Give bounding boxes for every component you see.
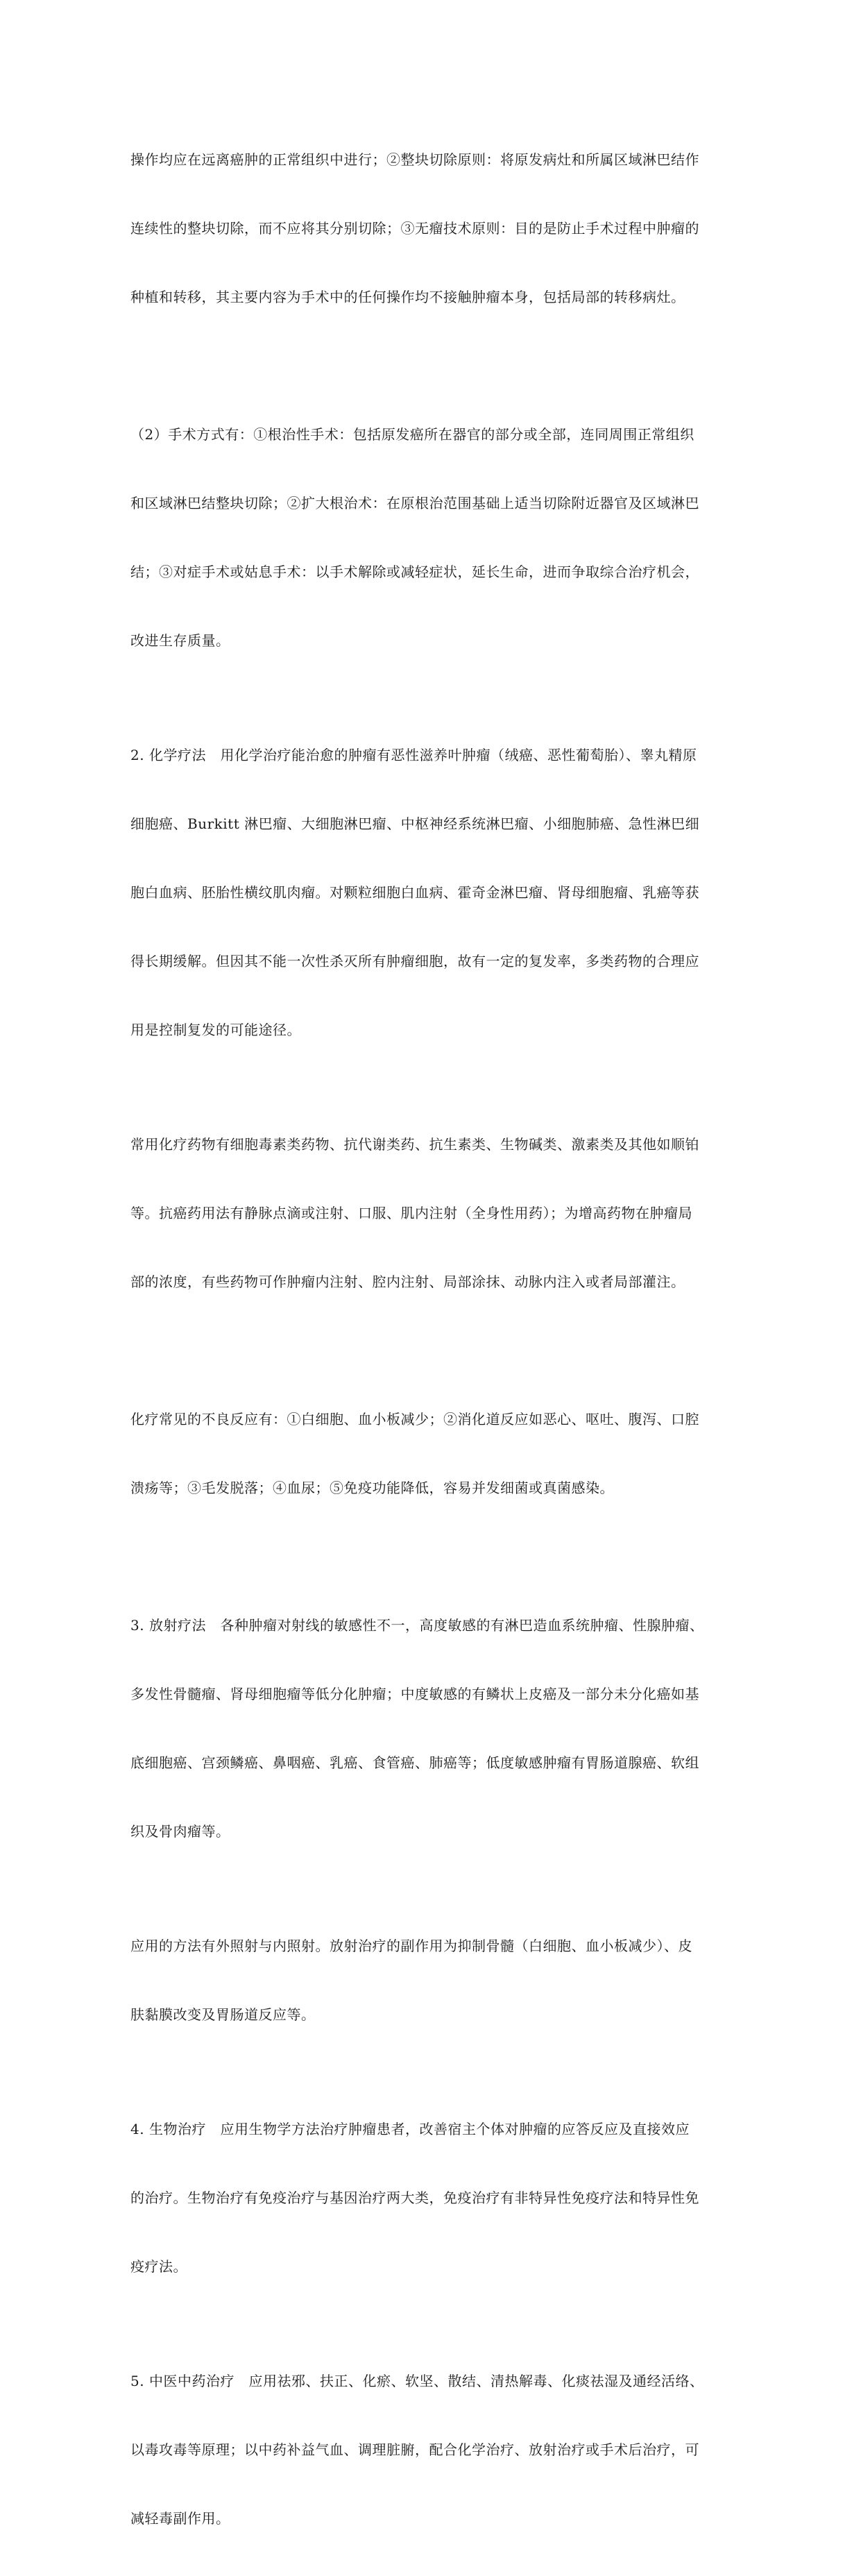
paragraph-spacer — [130, 1545, 741, 1568]
paragraph-spacer — [130, 1339, 741, 1362]
text-line: 溃疡等；③毛发脱落；④血尿；⑤免疫功能降低，容易并发细菌或真菌感染。 — [130, 1480, 614, 1496]
document-body — [130, 103, 741, 2576]
text-line: 操作均应在远离癌肿的正常组织中进行；②整块切除原则：将原发病灶和所属区域淋巴结作 — [130, 151, 699, 168]
text-line: （2）手术方式有：①根治性手术：包括原发癌所在器官的部分或全部，连同周围正常组织 — [130, 426, 694, 443]
text-line: 底细胞癌、宫颈鳞癌、鼻咽癌、乳癌、食管癌、肺癌等；低度敏感肿瘤有胃肠道腺癌、软组 — [130, 1754, 699, 1771]
text-line: 结；③对症手术或姑息手术：以手术解除或减轻症状，延长生命，进而争取综合治疗机会， — [130, 564, 699, 580]
paragraph-radiotherapy-methods — [130, 1889, 741, 2072]
paragraph-chemo-side-effects — [130, 1362, 741, 1545]
text-line: 用是控制复发的可能途径。 — [130, 1022, 301, 1038]
paragraph-biotherapy — [130, 2072, 741, 2324]
text-line: 连续性的整块切除，而不应将其分别切除；③无瘤技术原则：目的是防止手术过程中肿瘤的 — [130, 220, 699, 237]
text-line: 4. 生物治疗 应用生物学方法治疗肿瘤患者，改善宿主个体对肿瘤的应答反应及直接效应 — [130, 2121, 690, 2137]
text-line: 织及骨肉瘤等。 — [130, 1823, 230, 1840]
text-line: 常用化疗药物有细胞毒素类药物、抗代谢类药、抗生素类、生物碱类、激素类及其他如顺铂 — [130, 1136, 699, 1153]
paragraph-chemotherapy — [130, 698, 741, 1087]
text-line: 和区域淋巴结整块切除；②扩大根治术：在原根治范围基础上适当切除附近器官及区域淋巴 — [130, 495, 699, 511]
paragraph-surgical-methods — [130, 378, 741, 698]
paragraph-tcm — [130, 2324, 741, 2576]
text-line: 疫疗法。 — [130, 2258, 187, 2275]
text-line: 减轻毒副作用。 — [130, 2510, 230, 2527]
text-line: 得长期缓解。但因其不能一次性杀灭所有肿瘤细胞，故有一定的复发率，多类药物的合理应 — [130, 953, 699, 969]
text-line: 化疗常见的不良反应有：①白细胞、血小板减少；②消化道反应如恶心、呕吐、腹泻、口腔 — [130, 1411, 699, 1427]
text-line: 以毒攻毒等原理；以中药补益气血、调理脏腑，配合化学治疗、放射治疗或手术后治疗，可 — [130, 2441, 699, 2458]
text-line: 改进生存质量。 — [130, 632, 230, 649]
text-line: 细胞癌、Burkitt 淋巴瘤、大细胞淋巴瘤、中枢神经系统淋巴瘤、小细胞肺癌、急性淋巴细 — [130, 815, 700, 832]
text-line: 种植和转移，其主要内容为手术中的任何操作均不接触肿瘤本身，包括局部的转移病灶。 — [130, 289, 685, 305]
text-line: 胞白血病、胚胎性横纹肌肉瘤。对颗粒细胞白血病、霍奇金淋巴瘤、肾母细胞瘤、乳癌等获 — [130, 884, 699, 901]
paragraph-spacer — [130, 355, 741, 378]
text-line: 应用的方法有外照射与内照射。放射治疗的副作用为抑制骨髓（白细胞、血小板减少）、皮 — [130, 1938, 692, 1954]
text-line: 肤黏膜改变及胃肠道反应等。 — [130, 2006, 316, 2023]
paragraph-surgical-principles — [130, 103, 741, 355]
text-line: 5. 中医中药治疗 应用祛邪、扶正、化瘀、软坚、散结、清热解毒、化痰祛湿及通经活络、 — [130, 2373, 704, 2389]
paragraph-radiotherapy — [130, 1568, 741, 1889]
text-line: 等。抗癌药用法有静脉点滴或注射、口服、肌内注射（全身性用药）；为增高药物在肿瘤局 — [130, 1205, 692, 1221]
text-line: 的治疗。生物治疗有免疫治疗与基因治疗两大类，免疫治疗有非特异性免疫疗法和特异性免 — [130, 2189, 699, 2206]
text-line: 部的浓度，有些药物可作肿瘤内注射、腔内注射、局部涂抹、动脉内注入或者局部灌注。 — [130, 1273, 685, 1290]
text-line: 2. 化学疗法 用化学治疗能治愈的肿瘤有恶性滋养叶肿瘤（绒癌、恶性葡萄胎）、睾丸精原 — [130, 747, 697, 763]
text-line: 多发性骨髓瘤、肾母细胞瘤等低分化肿瘤；中度敏感的有鳞状上皮癌及一部分未分化癌如基 — [130, 1686, 699, 1702]
paragraph-chemo-drugs — [130, 1087, 741, 1339]
text-line: 3. 放射疗法 各种肿瘤对射线的敏感性不一，高度敏感的有淋巴造血系统肿瘤、性腺肿瘤、 — [130, 1617, 704, 1634]
